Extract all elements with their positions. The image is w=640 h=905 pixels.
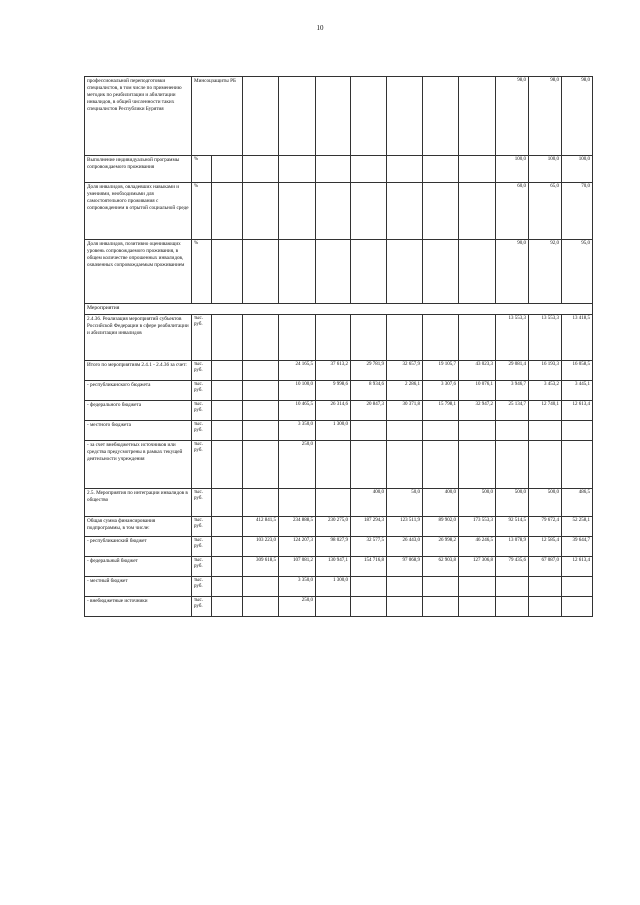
value-cell: 90,0 — [496, 240, 529, 304]
value-cell — [243, 420, 279, 440]
value-cell — [459, 420, 496, 440]
value-cell — [387, 440, 423, 488]
value-cell: 12 740,1 — [529, 400, 562, 420]
row-label: - местного бюджета — [85, 420, 192, 440]
value-cell: 12 613,4 — [562, 556, 593, 576]
table-row — [85, 576, 593, 596]
row-label: профессиональной переподготовки специалистов, в том числе по применению методик по реабилитации и абилитации инвалидов, в общей численности таких специалистов Республики Бурятия — [85, 77, 192, 156]
value-cell — [562, 596, 593, 616]
value-cell: 26 998,2 — [423, 536, 459, 556]
value-cell — [351, 240, 387, 304]
value-cell: 412 841,5 — [243, 516, 279, 536]
value-cell — [562, 576, 593, 596]
table-row — [85, 556, 593, 576]
value-cell — [423, 576, 459, 596]
value-cell: 98,0 — [496, 77, 529, 156]
table-row — [85, 440, 593, 488]
value-cell: 10 100,0 — [279, 380, 316, 400]
unit-cell: тыс. руб. — [192, 576, 212, 596]
value-cell — [387, 314, 423, 360]
value-cell — [387, 156, 423, 183]
value-cell: 500,0 — [529, 488, 562, 516]
value-cell: 13 553,3 — [496, 314, 529, 360]
value-cell — [316, 596, 351, 616]
empty-cell — [212, 380, 243, 400]
row-label: - республиканского бюджета — [85, 380, 192, 400]
value-cell: 98,0 — [529, 77, 562, 156]
value-cell: 486,5 — [562, 488, 593, 516]
value-cell: 500,0 — [496, 488, 529, 516]
value-cell — [459, 183, 496, 240]
empty-cell — [212, 556, 243, 576]
value-cell: 32 657,9 — [387, 360, 423, 380]
value-cell — [243, 156, 279, 183]
table-row — [85, 516, 593, 536]
value-cell — [459, 576, 496, 596]
row-label: - за счет внебюджетных источников или средства предусмотрены в рамках текущей деятельности учреждения — [85, 440, 192, 488]
value-cell: 32 947,2 — [459, 400, 496, 420]
value-cell — [529, 420, 562, 440]
table-row — [85, 420, 593, 440]
value-cell: 62 903,8 — [423, 556, 459, 576]
value-cell: 79 672,4 — [529, 516, 562, 536]
value-cell: 234 888,5 — [279, 516, 316, 536]
value-cell: 70,0 — [562, 183, 593, 240]
table-row — [85, 183, 593, 240]
row-label: Доля инвалидов, позитивно оценивающих уровень сопровождаемого проживания, в общем количестве опрошенных инвалидов, охваченных сопровождаемым проживанием — [85, 240, 192, 304]
value-cell: 98 027,9 — [316, 536, 351, 556]
value-cell — [529, 576, 562, 596]
unit-cell: % — [192, 183, 212, 240]
value-cell — [316, 488, 351, 516]
unit-cell: тыс. руб. — [192, 516, 212, 536]
value-cell: 67 087,0 — [529, 556, 562, 576]
value-cell: 1 300,0 — [316, 576, 351, 596]
value-cell: 95,0 — [562, 240, 593, 304]
empty-cell — [212, 576, 243, 596]
table-row — [85, 156, 593, 183]
unit-cell: тыс. руб. — [192, 314, 212, 360]
value-cell: 100,0 — [496, 156, 529, 183]
value-cell — [459, 440, 496, 488]
value-cell — [423, 314, 459, 360]
value-cell — [351, 77, 387, 156]
page-number: 10 — [316, 24, 324, 32]
value-cell — [243, 380, 279, 400]
unit-cell: тыс. руб. — [192, 380, 212, 400]
value-cell — [243, 240, 279, 304]
value-cell — [459, 596, 496, 616]
value-cell: 3 946,7 — [496, 380, 529, 400]
value-cell — [423, 596, 459, 616]
value-cell — [316, 240, 351, 304]
value-cell — [387, 77, 423, 156]
unit-cell: тыс. руб. — [192, 556, 212, 576]
row-label: Итого по мероприятиям 2.4.1 - 2.4.36 за счет: — [85, 360, 192, 380]
value-cell — [351, 440, 387, 488]
value-cell: 187 294,3 — [351, 516, 387, 536]
value-cell: 26 443,0 — [387, 536, 423, 556]
value-cell — [243, 360, 279, 380]
value-cell: 12 585,4 — [529, 536, 562, 556]
row-label: - республиканский бюджет — [85, 536, 192, 556]
empty-cell — [212, 440, 243, 488]
value-cell — [212, 314, 243, 360]
value-cell — [459, 240, 496, 304]
value-cell — [212, 156, 243, 183]
empty-cell — [212, 516, 243, 536]
value-cell: 97 068,9 — [387, 556, 423, 576]
value-cell: 3 453,2 — [529, 380, 562, 400]
value-cell: 13 078,9 — [496, 536, 529, 556]
value-cell: 250,0 — [279, 440, 316, 488]
table-row — [85, 400, 593, 420]
value-cell — [351, 576, 387, 596]
value-cell: 98,0 — [562, 77, 593, 156]
value-cell: 92 514,5 — [496, 516, 529, 536]
value-cell: 123 511,9 — [387, 516, 423, 536]
value-cell: 124 207,3 — [279, 536, 316, 556]
value-cell: 309 618,5 — [243, 556, 279, 576]
value-cell: 127 306,8 — [459, 556, 496, 576]
value-cell: 100,0 — [529, 156, 562, 183]
value-cell — [459, 156, 496, 183]
value-cell: 24 165,5 — [279, 360, 316, 380]
table-body — [85, 77, 593, 617]
empty-cell — [212, 536, 243, 556]
section-row — [85, 304, 593, 315]
value-cell — [423, 156, 459, 183]
subprogram-indicators-table — [84, 76, 593, 617]
value-cell — [351, 183, 387, 240]
row-label: Доля инвалидов, овладевших навыками и умениями, необходимыми для самостоятельного проживания с сопровождением в отрытой социальной среде — [85, 183, 192, 240]
value-cell — [496, 440, 529, 488]
row-label: 2.5. Мероприятия по интеграции инвалидов в общество — [85, 488, 192, 516]
table-row — [85, 488, 593, 516]
value-cell — [459, 314, 496, 360]
value-cell — [496, 576, 529, 596]
value-cell — [316, 314, 351, 360]
row-label: 2.4.36. Реализация мероприятий субъектов Российской Федерации в сфере реабилитации и абилитации инвалидов — [85, 314, 192, 360]
value-cell: 107 081,2 — [279, 556, 316, 576]
value-cell — [243, 488, 279, 516]
unit-cell: тыс. руб. — [192, 488, 212, 516]
value-cell — [351, 420, 387, 440]
value-cell — [316, 440, 351, 488]
value-cell — [387, 420, 423, 440]
value-cell — [423, 77, 459, 156]
value-cell — [243, 440, 279, 488]
row-label: - федеральный бюджет — [85, 556, 192, 576]
unit-cell: тыс. руб. — [192, 596, 212, 616]
unit-cell: тыс. руб. — [192, 440, 212, 488]
value-cell: 3 445,1 — [562, 380, 593, 400]
value-cell — [243, 576, 279, 596]
value-cell: 10 076,1 — [459, 380, 496, 400]
value-cell: 50,0 — [387, 488, 423, 516]
value-cell: 400,0 — [351, 488, 387, 516]
value-cell: 100,0 — [562, 156, 593, 183]
value-cell — [423, 440, 459, 488]
empty-cell — [212, 400, 243, 420]
value-cell: 15 798,1 — [423, 400, 459, 420]
value-cell — [562, 420, 593, 440]
value-cell — [529, 596, 562, 616]
value-cell: 52 258,1 — [562, 516, 593, 536]
value-cell — [279, 488, 316, 516]
value-cell: 20 847,3 — [351, 400, 387, 420]
value-cell: 173 553,3 — [459, 516, 496, 536]
value-cell: 46 246,5 — [459, 536, 496, 556]
value-cell — [212, 183, 243, 240]
unit-cell: % — [192, 156, 212, 183]
value-cell — [423, 420, 459, 440]
table-row — [85, 240, 593, 304]
empty-cell — [212, 420, 243, 440]
empty-cell — [212, 596, 243, 616]
value-cell: 400,0 — [423, 488, 459, 516]
value-cell — [423, 183, 459, 240]
unit-cell: тыс. руб. — [192, 536, 212, 556]
row-label: - федерального бюджета — [85, 400, 192, 420]
empty-cell — [243, 77, 279, 156]
value-cell — [351, 596, 387, 616]
row-label: - местный бюджет — [85, 576, 192, 596]
unit-cell: тыс. руб. — [192, 360, 212, 380]
value-cell: 154 716,8 — [351, 556, 387, 576]
value-cell — [387, 240, 423, 304]
row-label: Общая сумма финансирования подпрограммы, в том числе: — [85, 516, 192, 536]
unit-cell: тыс. руб. — [192, 400, 212, 420]
value-cell: 30 371,8 — [387, 400, 423, 420]
table-row — [85, 380, 593, 400]
value-cell: 1 300,0 — [316, 420, 351, 440]
value-cell — [279, 240, 316, 304]
value-cell: 79 435,6 — [496, 556, 529, 576]
value-cell — [243, 596, 279, 616]
value-cell: 65,0 — [529, 183, 562, 240]
value-cell: 250,0 — [279, 596, 316, 616]
value-cell — [351, 156, 387, 183]
value-cell — [316, 183, 351, 240]
value-cell: 89 902,0 — [423, 516, 459, 536]
value-cell: 3 307,6 — [423, 380, 459, 400]
value-cell: 13 418,5 — [562, 314, 593, 360]
value-cell — [279, 183, 316, 240]
table-row — [85, 77, 593, 156]
value-cell — [562, 440, 593, 488]
value-cell: 12 613,4 — [562, 400, 593, 420]
section-heading: Мероприятия — [85, 304, 593, 315]
value-cell: 92,0 — [529, 240, 562, 304]
value-cell: 130 947,1 — [316, 556, 351, 576]
value-cell: 60,0 — [496, 183, 529, 240]
value-cell — [351, 314, 387, 360]
row-label: Выполнение индивидуальной программы сопровождаемого проживания — [85, 156, 192, 183]
value-cell: 500,0 — [459, 488, 496, 516]
value-cell — [316, 77, 351, 156]
value-cell: 13 553,3 — [529, 314, 562, 360]
value-cell — [212, 240, 243, 304]
value-cell: 3 350,0 — [279, 576, 316, 596]
value-cell: 26 314,6 — [316, 400, 351, 420]
value-cell: 9 998,6 — [316, 380, 351, 400]
table-row — [85, 536, 593, 556]
value-cell — [387, 596, 423, 616]
value-cell: 103 223,0 — [243, 536, 279, 556]
responsible-executor-cell: Минсоцзащиты РБ — [192, 77, 243, 156]
value-cell — [529, 440, 562, 488]
value-cell — [279, 314, 316, 360]
table-row — [85, 360, 593, 380]
empty-cell — [212, 360, 243, 380]
value-cell — [279, 156, 316, 183]
value-cell — [243, 314, 279, 360]
value-cell: 8 934,6 — [351, 380, 387, 400]
value-cell: 29 781,9 — [351, 360, 387, 380]
table-row — [85, 596, 593, 616]
value-cell: 39 644,7 — [562, 536, 593, 556]
empty-cell — [212, 488, 243, 516]
value-cell: 16 193,3 — [529, 360, 562, 380]
value-cell: 25 134,7 — [496, 400, 529, 420]
value-cell — [459, 77, 496, 156]
value-cell: 37 613,2 — [316, 360, 351, 380]
unit-cell: тыс. руб. — [192, 420, 212, 440]
value-cell: 29 081,4 — [496, 360, 529, 380]
value-cell — [387, 576, 423, 596]
value-cell: 43 023,3 — [459, 360, 496, 380]
value-cell: 19 105,7 — [423, 360, 459, 380]
value-cell — [387, 183, 423, 240]
value-cell — [423, 240, 459, 304]
value-cell — [279, 77, 316, 156]
value-cell: 32 577,5 — [351, 536, 387, 556]
value-cell: 3 350,0 — [279, 420, 316, 440]
value-cell — [243, 183, 279, 240]
unit-cell: % — [192, 240, 212, 304]
table-row — [85, 314, 593, 360]
value-cell: 10 465,5 — [279, 400, 316, 420]
value-cell — [316, 156, 351, 183]
value-cell: 230 275,0 — [316, 516, 351, 536]
value-cell: 16 058,5 — [562, 360, 593, 380]
value-cell — [496, 596, 529, 616]
value-cell: 2 286,1 — [387, 380, 423, 400]
value-cell — [496, 420, 529, 440]
value-cell — [243, 400, 279, 420]
row-label: - внебюджетные источники — [85, 596, 192, 616]
